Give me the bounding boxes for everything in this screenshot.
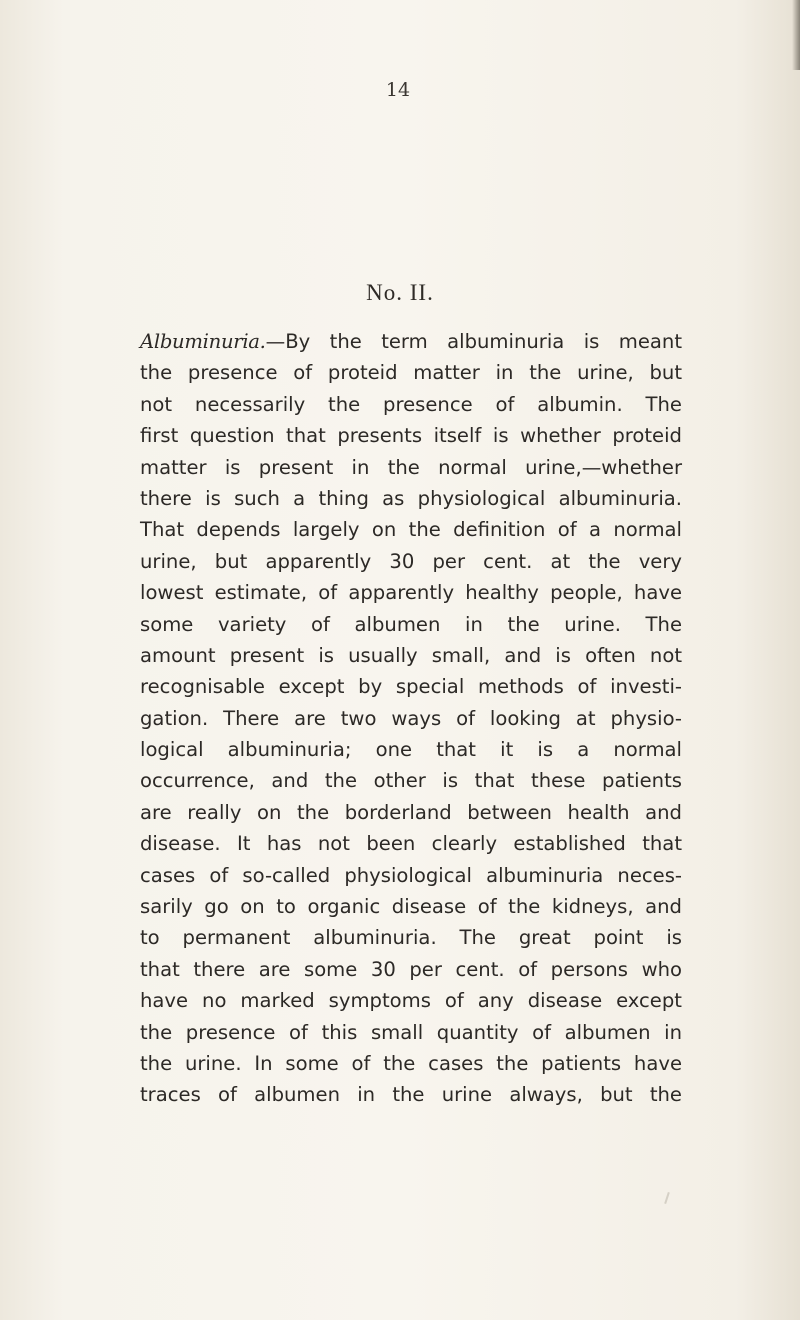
page-number: 14 [385,79,411,101]
paragraph-line-text: —By the term albuminuria is meant [265,330,682,353]
paragraph-line: are really on the borderland between health and [140,800,682,824]
paragraph-line: to permanent albuminuria. The great point is [140,926,682,950]
paragraph-line: the urine. In some of the cases the patients have [140,1051,682,1075]
paragraph-line: some variety of albumen in the urine. The [140,612,682,636]
paragraph-line: urine, but apparently 30 per cent. at the very [140,549,682,573]
paragraph-line: the presence of this small quantity of albumen in [140,1020,682,1044]
paragraph-line: occurrence, and the other is that these patients [140,769,682,793]
paragraph-line: the presence of proteid matter in the urine, but [140,361,682,385]
paragraph-line: first question that presents itself is whether proteid [140,424,682,448]
paragraph-line: disease. It has not been clearly established that [140,832,682,856]
paragraph-line: logical albuminuria; one that it is a normal [140,738,682,762]
paragraph-line: cases of so-called physiological albuminuria neces- [140,863,682,887]
paper-speck [664,1192,670,1204]
paragraph-line: lowest estimate, of apparently healthy people, have [140,581,682,605]
page-edge-shadow [792,0,800,70]
paragraph-line: traces of albumen in the urine always, but the [140,1083,682,1107]
paragraph-line: there is such a thing as physiological albuminuria. [140,486,682,510]
paragraph-line: That depends largely on the definition of a normal [140,518,682,542]
paragraph-line: matter is present in the normal urine,—whether [140,455,682,479]
paragraph-line [140,326,682,357]
paragraph-line: amount present is usually small, and is often not [140,643,682,667]
paragraph-line: not necessarily the presence of albumin. The [140,392,682,416]
body-paragraph [140,326,682,1111]
section-heading: No. II. [366,280,434,305]
paragraph-line: sarily go on to organic disease of the kidneys, and [140,895,682,919]
paragraph-lead: Albuminuria. [140,330,266,353]
paragraph-line: that there are some 30 per cent. of persons who [140,957,682,981]
paragraph-line: recognisable except by special methods of investi- [140,675,682,699]
paragraph-line: have no marked symptoms of any disease except [140,989,682,1013]
paragraph-line: gation. There are two ways of looking at physio- [140,706,682,730]
